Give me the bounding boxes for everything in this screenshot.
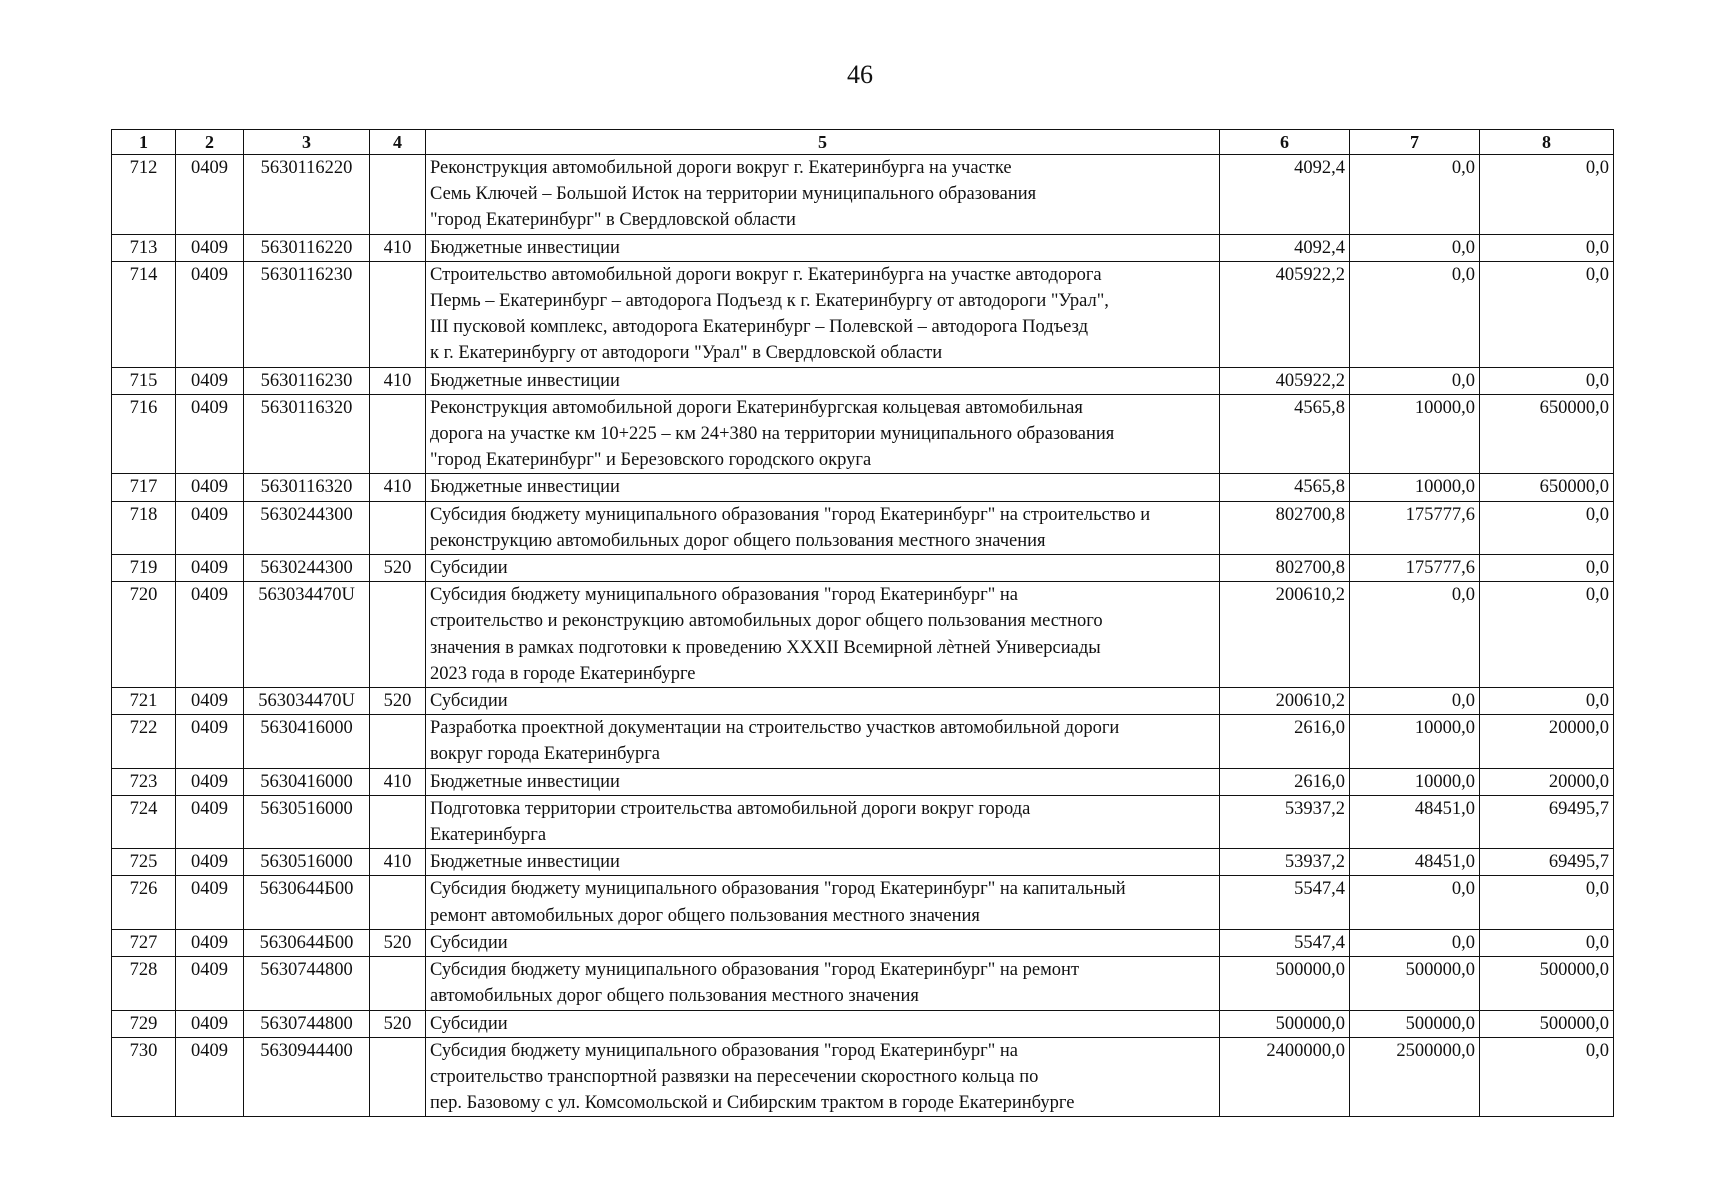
target-code: 5630244300 bbox=[244, 555, 370, 582]
column-header-4: 4 bbox=[370, 130, 426, 155]
target-code: 5630116320 bbox=[244, 474, 370, 501]
item-name: Субсидии bbox=[426, 555, 1220, 582]
section-code: 0409 bbox=[176, 1037, 244, 1117]
amount-col-7: 175777,6 bbox=[1350, 501, 1480, 554]
item-name: Реконструкция автомобильной дороги вокруг г. Екатеринбурга на участке Семь Ключей – Большой Исток на территории муниципального образования "город Екатеринбург" в Свердловской области bbox=[426, 155, 1220, 235]
expense-type-code: 410 bbox=[370, 474, 426, 501]
target-code: 5630116230 bbox=[244, 261, 370, 367]
row-number: 717 bbox=[112, 474, 176, 501]
table-body bbox=[112, 155, 1614, 1117]
table-row bbox=[112, 234, 1614, 261]
amount-col-6: 200610,2 bbox=[1220, 582, 1350, 688]
row-number: 720 bbox=[112, 582, 176, 688]
amount-col-6: 2400000,0 bbox=[1220, 1037, 1350, 1117]
section-code: 0409 bbox=[176, 394, 244, 474]
section-code: 0409 bbox=[176, 929, 244, 956]
amount-col-7: 0,0 bbox=[1350, 367, 1480, 394]
row-number: 719 bbox=[112, 555, 176, 582]
column-header-2: 2 bbox=[176, 130, 244, 155]
amount-col-7: 10000,0 bbox=[1350, 768, 1480, 795]
target-code: 5630644Б00 bbox=[244, 929, 370, 956]
row-number: 722 bbox=[112, 715, 176, 768]
amount-col-8: 500000,0 bbox=[1480, 1010, 1614, 1037]
expense-type-code bbox=[370, 795, 426, 848]
amount-col-6: 200610,2 bbox=[1220, 688, 1350, 715]
amount-col-7: 48451,0 bbox=[1350, 849, 1480, 876]
section-code: 0409 bbox=[176, 715, 244, 768]
item-name: Субсидии bbox=[426, 688, 1220, 715]
expense-type-code bbox=[370, 501, 426, 554]
target-code: 5630244300 bbox=[244, 501, 370, 554]
item-name: Субсидия бюджету муниципального образования "город Екатеринбург" на строительство транспортной развязки на пересечении скоростного кольца по пер. Базовому с ул. Комсомольской и Сибирским трактом в городе Екатеринбурге bbox=[426, 1037, 1220, 1117]
expense-type-code: 410 bbox=[370, 234, 426, 261]
amount-col-6: 500000,0 bbox=[1220, 957, 1350, 1010]
item-name: Строительство автомобильной дороги вокруг г. Екатеринбурга на участке автодорога Пермь – Екатеринбург – автодорога Подъезд к г. Екатеринбургу от автодороги "Урал", III пусковой комплекс, автодорога Екатеринбург – Полевской – автодорога Подъезд к г. Екатеринбургу от автодороги "Урал" в Свердловской области bbox=[426, 261, 1220, 367]
section-code: 0409 bbox=[176, 261, 244, 367]
amount-col-7: 500000,0 bbox=[1350, 1010, 1480, 1037]
table-row bbox=[112, 155, 1614, 235]
expense-type-code: 520 bbox=[370, 555, 426, 582]
amount-col-8: 0,0 bbox=[1480, 929, 1614, 956]
table-row bbox=[112, 795, 1614, 848]
amount-col-6: 405922,2 bbox=[1220, 367, 1350, 394]
section-code: 0409 bbox=[176, 501, 244, 554]
target-code: 5630944400 bbox=[244, 1037, 370, 1117]
section-code: 0409 bbox=[176, 876, 244, 929]
target-code: 5630116220 bbox=[244, 234, 370, 261]
amount-col-7: 0,0 bbox=[1350, 876, 1480, 929]
amount-col-8: 0,0 bbox=[1480, 367, 1614, 394]
amount-col-7: 10000,0 bbox=[1350, 715, 1480, 768]
target-code: 5630644Б00 bbox=[244, 876, 370, 929]
row-number: 726 bbox=[112, 876, 176, 929]
target-code: 5630116230 bbox=[244, 367, 370, 394]
table-row bbox=[112, 501, 1614, 554]
expense-type-code bbox=[370, 261, 426, 367]
table-row bbox=[112, 688, 1614, 715]
amount-col-8: 0,0 bbox=[1480, 261, 1614, 367]
target-code: 563034470U bbox=[244, 582, 370, 688]
amount-col-8: 0,0 bbox=[1480, 876, 1614, 929]
item-name: Разработка проектной документации на строительство участков автомобильной дороги вокруг города Екатеринбурга bbox=[426, 715, 1220, 768]
column-header-5: 5 bbox=[426, 130, 1220, 155]
amount-col-8: 0,0 bbox=[1480, 234, 1614, 261]
table-row bbox=[112, 715, 1614, 768]
table-row bbox=[112, 1037, 1614, 1117]
table-row bbox=[112, 929, 1614, 956]
item-name: Реконструкция автомобильной дороги Екатеринбургская кольцевая автомобильная дорога на участке км 10+225 – км 24+380 на территории муниципального образования "город Екатеринбург" и Березовского городского округа bbox=[426, 394, 1220, 474]
amount-col-8: 0,0 bbox=[1480, 582, 1614, 688]
amount-col-8: 69495,7 bbox=[1480, 795, 1614, 848]
section-code: 0409 bbox=[176, 474, 244, 501]
expense-type-code bbox=[370, 582, 426, 688]
amount-col-7: 48451,0 bbox=[1350, 795, 1480, 848]
expense-type-code bbox=[370, 876, 426, 929]
row-number: 727 bbox=[112, 929, 176, 956]
amount-col-6: 53937,2 bbox=[1220, 849, 1350, 876]
target-code: 5630416000 bbox=[244, 768, 370, 795]
amount-col-7: 0,0 bbox=[1350, 234, 1480, 261]
expense-type-code bbox=[370, 394, 426, 474]
table-row bbox=[112, 555, 1614, 582]
item-name: Бюджетные инвестиции bbox=[426, 367, 1220, 394]
item-name: Субсидия бюджету муниципального образования "город Екатеринбург" на ремонт автомобильных дорог общего пользования местного значения bbox=[426, 957, 1220, 1010]
expense-type-code bbox=[370, 155, 426, 235]
table-row bbox=[112, 474, 1614, 501]
amount-col-6: 405922,2 bbox=[1220, 261, 1350, 367]
expense-type-code bbox=[370, 715, 426, 768]
item-name: Бюджетные инвестиции bbox=[426, 768, 1220, 795]
section-code: 0409 bbox=[176, 367, 244, 394]
amount-col-6: 500000,0 bbox=[1220, 1010, 1350, 1037]
amount-col-6: 5547,4 bbox=[1220, 929, 1350, 956]
expense-type-code: 520 bbox=[370, 1010, 426, 1037]
column-header-1: 1 bbox=[112, 130, 176, 155]
amount-col-6: 802700,8 bbox=[1220, 555, 1350, 582]
amount-col-6: 4092,4 bbox=[1220, 234, 1350, 261]
row-number: 718 bbox=[112, 501, 176, 554]
target-code: 5630116220 bbox=[244, 155, 370, 235]
section-code: 0409 bbox=[176, 849, 244, 876]
amount-col-7: 0,0 bbox=[1350, 688, 1480, 715]
amount-col-6: 4092,4 bbox=[1220, 155, 1350, 235]
amount-col-7: 10000,0 bbox=[1350, 474, 1480, 501]
section-code: 0409 bbox=[176, 234, 244, 261]
column-header-7: 7 bbox=[1350, 130, 1480, 155]
amount-col-8: 20000,0 bbox=[1480, 768, 1614, 795]
expense-type-code: 410 bbox=[370, 367, 426, 394]
expense-type-code: 520 bbox=[370, 929, 426, 956]
amount-col-8: 69495,7 bbox=[1480, 849, 1614, 876]
table-row bbox=[112, 849, 1614, 876]
section-code: 0409 bbox=[176, 768, 244, 795]
table-row bbox=[112, 876, 1614, 929]
amount-col-8: 0,0 bbox=[1480, 555, 1614, 582]
section-code: 0409 bbox=[176, 555, 244, 582]
section-code: 0409 bbox=[176, 582, 244, 688]
target-code: 5630744800 bbox=[244, 1010, 370, 1037]
target-code: 5630516000 bbox=[244, 849, 370, 876]
amount-col-8: 500000,0 bbox=[1480, 957, 1614, 1010]
amount-col-6: 4565,8 bbox=[1220, 394, 1350, 474]
expense-type-code: 520 bbox=[370, 688, 426, 715]
item-name: Бюджетные инвестиции bbox=[426, 234, 1220, 261]
amount-col-8: 0,0 bbox=[1480, 1037, 1614, 1117]
section-code: 0409 bbox=[176, 957, 244, 1010]
amount-col-7: 0,0 bbox=[1350, 261, 1480, 367]
section-code: 0409 bbox=[176, 155, 244, 235]
row-number: 716 bbox=[112, 394, 176, 474]
row-number: 715 bbox=[112, 367, 176, 394]
target-code: 563034470U bbox=[244, 688, 370, 715]
amount-col-6: 4565,8 bbox=[1220, 474, 1350, 501]
row-number: 723 bbox=[112, 768, 176, 795]
amount-col-8: 0,0 bbox=[1480, 501, 1614, 554]
row-number: 721 bbox=[112, 688, 176, 715]
target-code: 5630516000 bbox=[244, 795, 370, 848]
amount-col-8: 0,0 bbox=[1480, 688, 1614, 715]
amount-col-7: 175777,6 bbox=[1350, 555, 1480, 582]
table-row bbox=[112, 261, 1614, 367]
row-number: 724 bbox=[112, 795, 176, 848]
item-name: Субсидия бюджету муниципального образования "город Екатеринбург" на капитальный ремонт автомобильных дорог общего пользования местного значения bbox=[426, 876, 1220, 929]
amount-col-7: 10000,0 bbox=[1350, 394, 1480, 474]
expense-type-code bbox=[370, 957, 426, 1010]
item-name: Подготовка территории строительства автомобильной дороги вокруг города Екатеринбурга bbox=[426, 795, 1220, 848]
row-number: 714 bbox=[112, 261, 176, 367]
row-number: 730 bbox=[112, 1037, 176, 1117]
table-row bbox=[112, 582, 1614, 688]
row-number: 712 bbox=[112, 155, 176, 235]
row-number: 725 bbox=[112, 849, 176, 876]
amount-col-8: 650000,0 bbox=[1480, 474, 1614, 501]
column-header-3: 3 bbox=[244, 130, 370, 155]
amount-col-7: 500000,0 bbox=[1350, 957, 1480, 1010]
amount-col-7: 0,0 bbox=[1350, 582, 1480, 688]
target-code: 5630416000 bbox=[244, 715, 370, 768]
expense-type-code: 410 bbox=[370, 768, 426, 795]
table-row bbox=[112, 394, 1614, 474]
expense-type-code: 410 bbox=[370, 849, 426, 876]
section-code: 0409 bbox=[176, 688, 244, 715]
budget-table bbox=[111, 129, 1614, 1117]
item-name: Бюджетные инвестиции bbox=[426, 849, 1220, 876]
item-name: Бюджетные инвестиции bbox=[426, 474, 1220, 501]
target-code: 5630116320 bbox=[244, 394, 370, 474]
amount-col-6: 5547,4 bbox=[1220, 876, 1350, 929]
page-number: 46 bbox=[847, 60, 873, 89]
row-number: 728 bbox=[112, 957, 176, 1010]
column-header-6: 6 bbox=[1220, 130, 1350, 155]
column-header-8: 8 bbox=[1480, 130, 1614, 155]
amount-col-8: 650000,0 bbox=[1480, 394, 1614, 474]
table-row bbox=[112, 1010, 1614, 1037]
item-name: Субсидии bbox=[426, 929, 1220, 956]
amount-col-7: 0,0 bbox=[1350, 155, 1480, 235]
amount-col-7: 0,0 bbox=[1350, 929, 1480, 956]
table-header-row bbox=[112, 130, 1614, 155]
expense-type-code bbox=[370, 1037, 426, 1117]
amount-col-7: 2500000,0 bbox=[1350, 1037, 1480, 1117]
amount-col-6: 53937,2 bbox=[1220, 795, 1350, 848]
section-code: 0409 bbox=[176, 1010, 244, 1037]
row-number: 729 bbox=[112, 1010, 176, 1037]
item-name: Субсидии bbox=[426, 1010, 1220, 1037]
amount-col-6: 802700,8 bbox=[1220, 501, 1350, 554]
item-name: Субсидия бюджету муниципального образования "город Екатеринбург" на строительство и реконструкцию автомобильных дорог общего пользования местного значения в рамках подготовки к проведению XXXII Всемирной лѐтней Универсиады 2023 года в городе Екатеринбурге bbox=[426, 582, 1220, 688]
item-name: Субсидия бюджету муниципального образования "город Екатеринбург" на строительство и реконструкцию автомобильных дорог общего пользования местного значения bbox=[426, 501, 1220, 554]
amount-col-8: 20000,0 bbox=[1480, 715, 1614, 768]
row-number: 713 bbox=[112, 234, 176, 261]
amount-col-6: 2616,0 bbox=[1220, 768, 1350, 795]
target-code: 5630744800 bbox=[244, 957, 370, 1010]
table-row bbox=[112, 957, 1614, 1010]
table-row bbox=[112, 768, 1614, 795]
table-row bbox=[112, 367, 1614, 394]
section-code: 0409 bbox=[176, 795, 244, 848]
amount-col-8: 0,0 bbox=[1480, 155, 1614, 235]
amount-col-6: 2616,0 bbox=[1220, 715, 1350, 768]
